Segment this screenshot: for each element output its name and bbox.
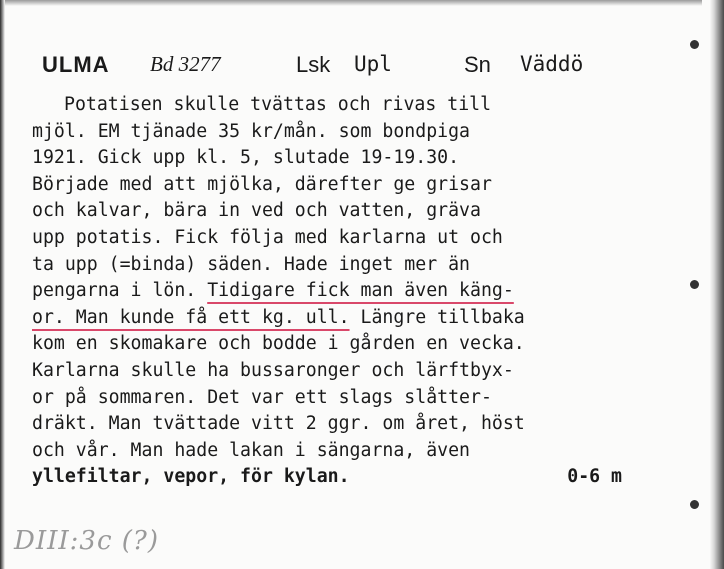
card-top-edge xyxy=(0,0,724,6)
card-left-edge xyxy=(0,0,5,569)
pencil-annotation: DIII:3c (?) xyxy=(14,526,160,556)
text-line xyxy=(32,278,672,305)
underlined-passage: Tidigare fick man även käng- xyxy=(207,280,514,302)
text-line: dräkt. Man tvättade vitt 2 ggr. om året, höst xyxy=(32,413,525,435)
parish-label: Sn xyxy=(464,52,491,77)
page-reference: 0-6 m xyxy=(567,466,622,488)
card-text xyxy=(32,92,672,491)
archive-code: ULMA xyxy=(42,52,110,77)
text-segment: Längre tillbaka xyxy=(349,306,525,328)
underlined-passage: or. Man kunde få ett kg. ull. xyxy=(32,306,350,328)
punch-hole xyxy=(690,500,699,509)
text-segment: yllefiltar, vepor, för kylan. xyxy=(32,466,350,488)
card-right-edge xyxy=(702,0,724,569)
text-line xyxy=(32,305,672,332)
landscape-value: Upl xyxy=(354,52,392,76)
text-segment: pengarna i lön. xyxy=(32,280,208,302)
volume-number: Bd 3277 xyxy=(150,52,221,76)
card-header xyxy=(42,52,684,82)
text-line: or på sommaren. Det var ett slags slåtter- xyxy=(32,386,492,408)
text-line: Potatisen skulle tvättas och rivas till xyxy=(64,94,492,115)
text-line: Karlarna skulle ha bussaronger och lärftbyx- xyxy=(32,359,514,381)
text-line: kom en skomakare och bodde i gården en vecka. xyxy=(32,333,525,355)
text-line: Började med att mjölka, därefter ge grisar xyxy=(32,173,492,195)
text-line xyxy=(32,464,672,491)
text-line: ta upp (=binda) säden. Hade inget mer än xyxy=(32,253,470,275)
text-line: och vår. Man hade lakan i sängarna, även xyxy=(32,439,470,461)
punch-hole xyxy=(690,40,699,49)
landscape-label: Lsk xyxy=(296,52,331,77)
punch-hole xyxy=(690,280,699,289)
parish-value: Väddö xyxy=(520,52,584,76)
text-line: upp potatis. Fick följa med karlarna ut och xyxy=(32,226,503,248)
text-line: mjöl. EM tjänade 35 kr/mån. som bondpiga xyxy=(32,120,470,142)
text-line: och kalvar, bära in ved och vatten, gräva xyxy=(32,200,481,222)
text-line: 1921. Gick upp kl. 5, slutade 19-19.30. xyxy=(32,147,460,169)
